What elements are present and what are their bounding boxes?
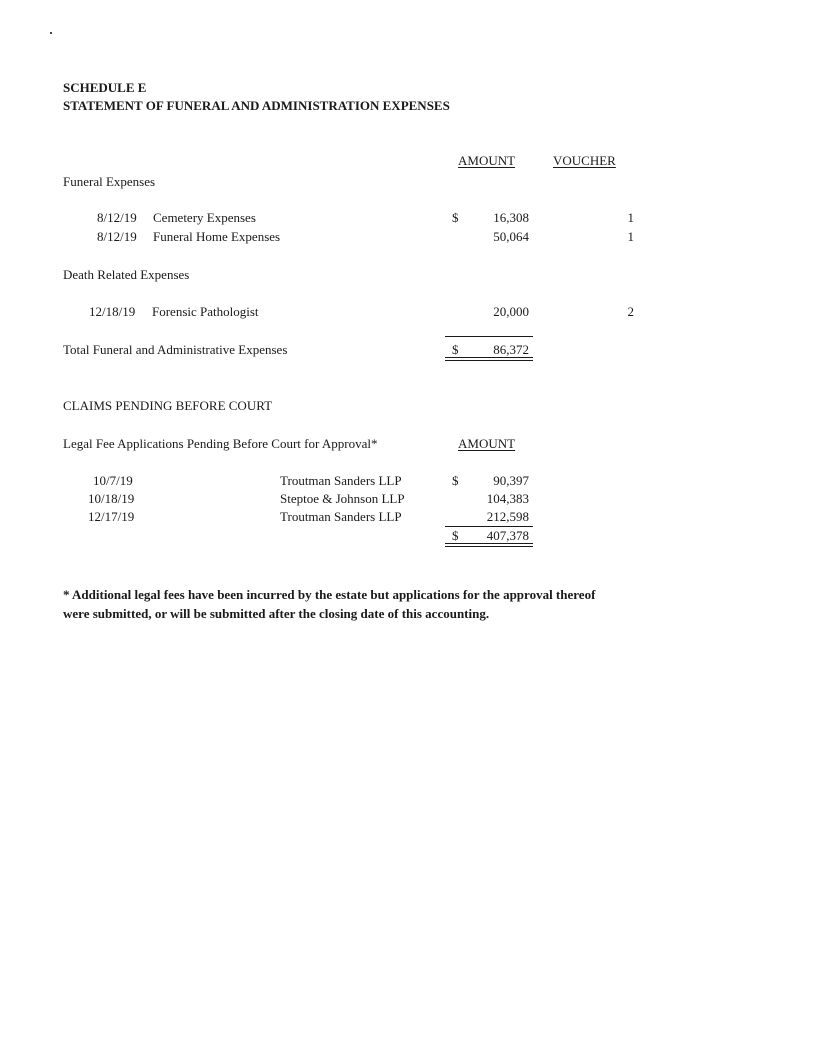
voucher-column-header: VOUCHER [553,153,616,168]
total-rule-double-2 [445,360,533,361]
row-voucher: 1 [627,229,634,244]
row-amount: 16,308 [493,210,529,225]
row-description: Funeral Home Expenses [153,229,281,244]
schedule-label: SCHEDULE E [63,80,147,95]
claim-date: 12/17/19 [88,509,135,524]
claim-date: 10/18/19 [88,491,135,506]
row-amount: 20,000 [493,304,529,319]
row-amount: 50,064 [493,229,529,244]
claim-amount: 90,397 [493,473,529,488]
claim-firm: Troutman Sanders LLP [280,473,402,488]
total-label: Total Funeral and Administrative Expenses [63,342,288,357]
row-date: 8/12/19 [97,210,137,225]
claims-subheading: Legal Fee Applications Pending Before Court for Approval* [63,436,378,451]
total-rule-top [445,336,533,337]
claim-firm: Troutman Sanders LLP [280,509,402,524]
row-voucher: 2 [627,304,634,319]
claim-amount: 104,383 [486,491,529,506]
row-description: Cemetery Expenses [153,210,256,225]
footnote-line-1: * Additional legal fees have been incurred by the estate but applications for the approval thereof [63,587,596,602]
row-voucher: 1 [627,210,634,225]
death-related-heading: Death Related Expenses [63,267,190,282]
claims-total-rule-double-1 [445,543,533,544]
claim-date: 10/7/19 [93,473,133,488]
claim-firm: Steptoe & Johnson LLP [280,491,405,506]
currency-symbol: $ [452,210,459,225]
total-amount: 86,372 [493,342,529,357]
row-date: 8/12/19 [97,229,137,244]
amount-column-header: AMOUNT [458,153,516,168]
claims-total-amount: 407,378 [486,528,529,543]
claims-total-currency: $ [452,528,459,543]
row-date: 12/18/19 [89,304,136,319]
schedule-title: STATEMENT OF FUNERAL AND ADMINISTRATION EXPENSES [63,98,450,113]
row-description: Forensic Pathologist [152,304,259,319]
currency-symbol: $ [452,473,459,488]
claims-amount-header: AMOUNT [458,436,516,451]
total-currency: $ [452,342,459,357]
claim-amount: 212,598 [486,509,529,524]
total-rule-double-1 [445,357,533,358]
claims-total-rule-double-2 [445,546,533,547]
claims-heading: CLAIMS PENDING BEFORE COURT [63,398,273,413]
funeral-expenses-heading: Funeral Expenses [63,174,156,189]
claims-total-rule-top [445,526,533,527]
scan-speck [50,32,52,34]
footnote-line-2: were submitted, or will be submitted after the closing date of this accounting. [63,606,490,621]
